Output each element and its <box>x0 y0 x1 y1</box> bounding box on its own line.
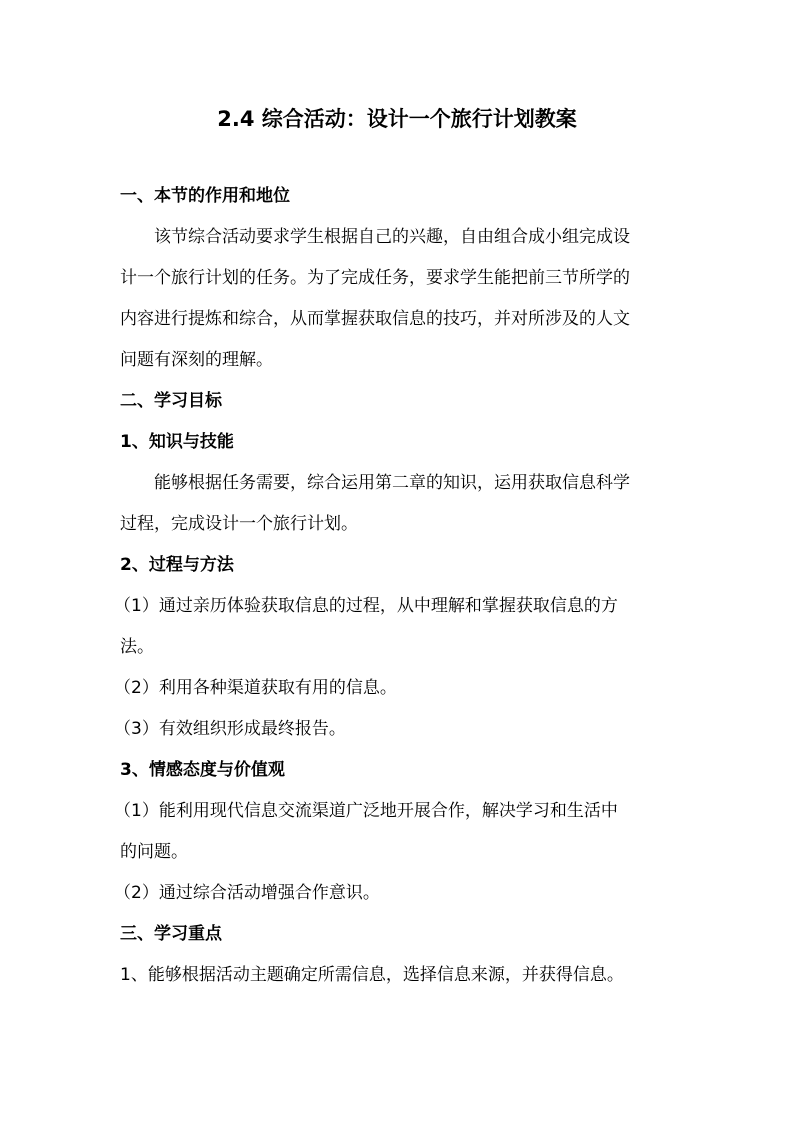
list-item: （1）通过亲历体验获取信息的过程，从中理解和掌握获取信息的方 <box>114 596 618 616</box>
paragraph-line: 法。 <box>120 637 154 657</box>
paragraph-line: 的问题。 <box>120 842 188 862</box>
section-heading: 2、过程与方法 <box>120 555 234 575</box>
paragraph-line: 内容进行提炼和综合，从而掌握获取信息的技巧，并对所涉及的人文 <box>120 309 630 329</box>
paragraph-line: 问题有深刻的理解。 <box>120 350 273 370</box>
paragraph-line: 计一个旅行计划的任务。为了完成任务，要求学生能把前三节所学的 <box>120 268 630 288</box>
list-item: （2）利用各种渠道获取有用的信息。 <box>114 678 397 698</box>
list-item: （1）能利用现代信息交流渠道广泛地开展合作，解决学习和生活中 <box>114 801 618 821</box>
section-heading: 3、情感态度与价值观 <box>120 760 285 780</box>
paragraph-line: 能够根据任务需要，综合运用第二章的知识，运用获取信息科学 <box>154 473 630 493</box>
paragraph-line: 1、能够根据活动主题确定所需信息，选择信息来源，并获得信息。 <box>120 965 624 985</box>
list-item: （2）通过综合活动增强合作意识。 <box>114 883 380 903</box>
document-body <box>114 186 680 985</box>
section-heading: 1、知识与技能 <box>120 432 234 452</box>
section-heading: 一、本节的作用和地位 <box>120 186 290 206</box>
paragraph-line: 该节综合活动要求学生根据自己的兴趣，自由组合成小组完成设 <box>154 227 630 247</box>
document-title: 2.4 综合活动：设计一个旅行计划教案 <box>217 107 577 131</box>
section-heading: 二、学习目标 <box>120 391 222 411</box>
paragraph-line: 过程，完成设计一个旅行计划。 <box>120 514 358 534</box>
list-item: （3）有效组织形成最终报告。 <box>114 719 346 739</box>
section-heading: 三、学习重点 <box>120 924 222 944</box>
